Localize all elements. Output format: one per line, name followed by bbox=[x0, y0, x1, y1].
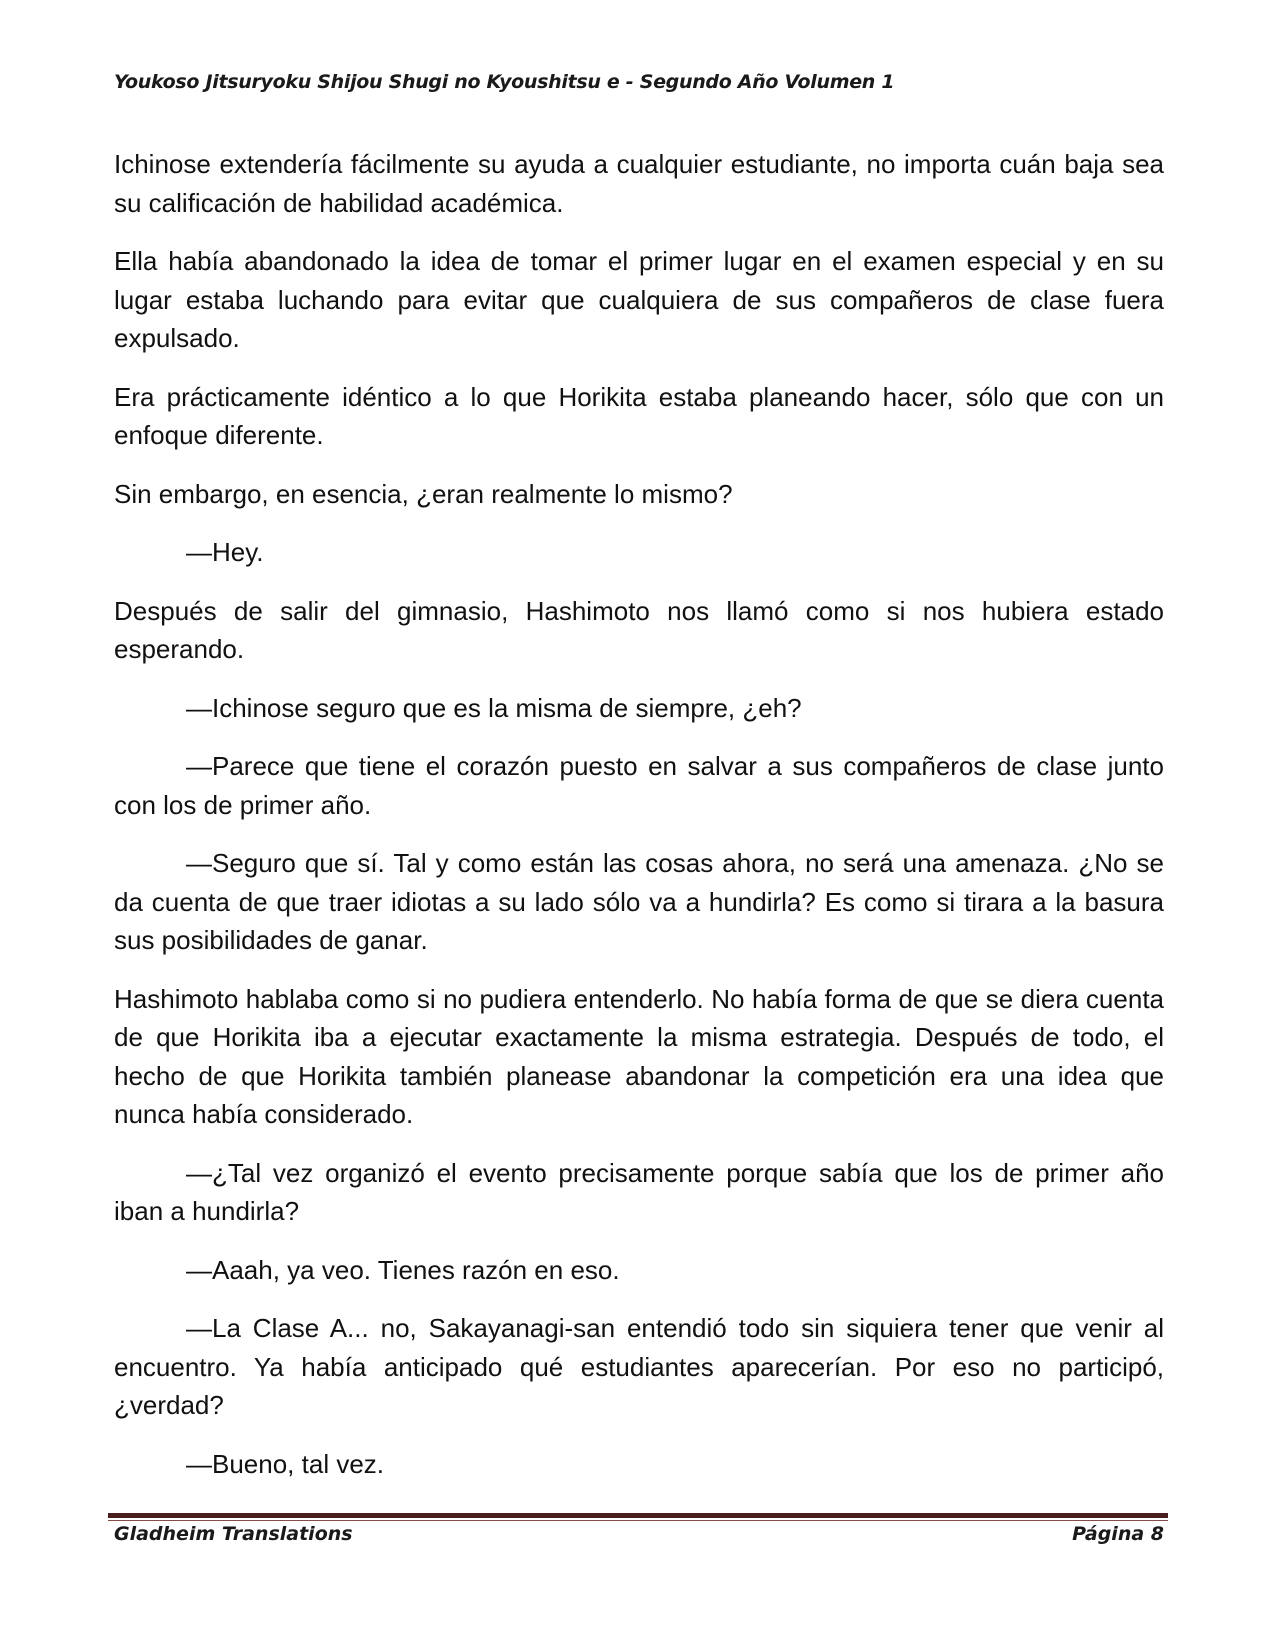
footer-divider-thin bbox=[108, 1520, 1168, 1521]
page-header: Youkoso Jitsuryoku Shijou Shugi no Kyoushitsu e - Segundo Año Volumen 1 bbox=[114, 71, 895, 93]
dialogue-paragraph: —Hey. bbox=[186, 537, 264, 567]
dialogue-paragraph: —La Clase A... no, Sakayanagi-san entendió todo sin siquiera tener que venir al encuentro. Ya había anticipado qué estudiantes aparecerían. Por eso no participó, ¿verdad? bbox=[114, 1313, 1164, 1420]
paragraph: Ella había abandonado la idea de tomar el primer lugar en el examen especial y en su lugar estaba luchando para evitar que cualquiera de sus compañeros de clase fuera expulsado. bbox=[114, 246, 1164, 353]
dialogue-paragraph: —¿Tal vez organizó el evento precisamente porque sabía que los de primer año iban a hundirla? bbox=[114, 1157, 1164, 1226]
paragraph: Ichinose extendería fácilmente su ayuda a cualquier estudiante, no importa cuán baja sea su calificación de habilidad académica. bbox=[114, 149, 1164, 218]
page-number: Página 8 bbox=[1072, 1523, 1164, 1545]
dialogue-paragraph: —Seguro que sí. Tal y como están las cosas ahora, no será una amenaza. ¿No se da cuenta de que traer idiotas a su lado sólo va a hundirla? Es como si tirara a la basura sus posibilidades de ganar. bbox=[114, 848, 1164, 955]
dialogue-paragraph: —Ichinose seguro que es la misma de siempre, ¿eh? bbox=[186, 692, 802, 723]
paragraph: Hashimoto hablaba como si no pudiera entenderlo. No había forma de que se diera cuenta de que Horikita iba a ejecutar exactamente la misma estrategia. Después de todo, el hecho de que Horikita también planease abandonar la competición era una idea que nunca había considerado. bbox=[114, 983, 1164, 1129]
dialogue-paragraph: —Parece que tiene el corazón puesto en salvar a sus compañeros de clase junto con los de primer año. bbox=[114, 751, 1164, 820]
dialogue-paragraph: —Bueno, tal vez. bbox=[186, 1448, 384, 1479]
footer-translator-credit: Gladheim Translations bbox=[114, 1523, 353, 1545]
paragraph: Después de salir del gimnasio, Hashimoto nos llamó como si nos hubiera estado esperando. bbox=[114, 595, 1164, 664]
footer-divider bbox=[108, 1513, 1168, 1522]
dialogue-paragraph: —Aaah, ya veo. Tienes razón en eso. bbox=[186, 1254, 620, 1285]
footer-divider-thick bbox=[108, 1513, 1168, 1518]
page-footer bbox=[114, 1523, 1164, 1545]
paragraph: Era prácticamente idéntico a lo que Horikita estaba planeando hacer, sólo que con un enfoque diferente. bbox=[114, 381, 1164, 450]
body-text bbox=[114, 145, 1164, 1503]
paragraph: Sin embargo, en esencia, ¿eran realmente lo mismo? bbox=[114, 478, 733, 509]
